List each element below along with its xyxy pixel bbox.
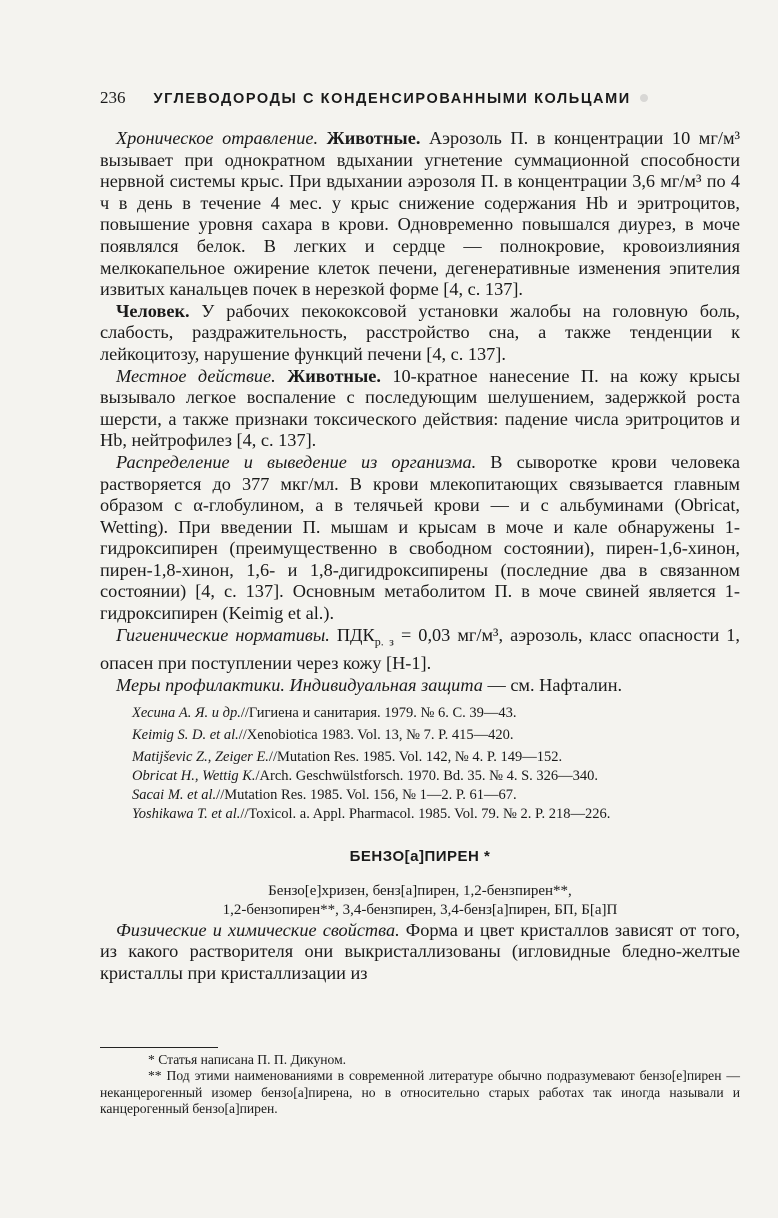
paragraph-local-action xyxy=(100,366,740,452)
text-human: У рабочих пекококсовой установки жалобы на головную боль, слабость, раздражительность, расстройство сна, а также тенденции к лейкоцитозу, нарушение функций печени [4, с. 137]. xyxy=(100,300,740,364)
page-header xyxy=(100,88,680,108)
label-distribution: Распределение и выведение из организма. xyxy=(116,451,477,472)
reference-item xyxy=(100,786,740,805)
footnotes xyxy=(100,1052,740,1118)
label-prevention: Меры профилактики. Индивидуальная защита xyxy=(116,674,483,695)
paragraph-human xyxy=(100,301,740,366)
reference-authors: Sacai M. et al. xyxy=(132,787,217,804)
reference-list xyxy=(100,704,740,824)
paragraph-hygiene xyxy=(100,625,740,675)
page-number: 236 xyxy=(100,88,126,107)
text-local-action: 10-кратное нанесение П. на кожу крысы вызывало легкое воспаление с последующим шелушением, задержкой роста шерсти, а также признаки токсического действия: падение числа эритроцитов и Hb, нейтрофилез [4, с. 137]. xyxy=(100,365,741,451)
paragraph-physical-properties xyxy=(100,920,740,985)
label-chronic-poisoning: Хроническое отравление. xyxy=(116,128,319,148)
reference-item xyxy=(100,704,740,723)
text-distribution: В сыворотке крови человека растворяется до 377 мкг/мл. В крови млекопитающих связывается главным образом с α-глобулином, а в телячьей крови — и с альбуминами (Obricat, Wetting). При введении П. мышам и крысам в моче и кале обнаружены 1-гидроксипирен (преимущественно в свободном состоянии), пирен-1,6-хинон, пирен-1,8-хинон, 1,6- и 1,8-дигидроксипирены (последние два в связанном состоянии) [4, с. 137]. Основным метаболитом П. в моче свиней является 1-гидроксипирен (Keimig et al.). xyxy=(100,451,740,624)
reference-item xyxy=(100,726,740,745)
reference-authors: Хесина А. Я. и др. xyxy=(132,705,241,722)
reference-authors: Keimig S. D. et al. xyxy=(132,727,239,744)
label-physical-properties: Физические и химические свойства. xyxy=(116,919,400,940)
section-title: БЕНЗО[а]ПИРЕН * xyxy=(349,848,491,866)
reference-source: //Xenobiotica 1983. Vol. 13, № 7. P. 415—420. xyxy=(238,727,514,744)
reference-item xyxy=(100,767,740,786)
text-prevention: — см. Нафталин. xyxy=(482,674,623,695)
pdk-subscript: р. з xyxy=(374,634,394,649)
label-local-action: Местное действие. xyxy=(116,365,276,386)
reference-source: //Mutation Res. 1985. Vol. 142, № 4. P. 149—152. xyxy=(268,749,563,766)
text-hygiene: = 0,03 мг/м³, аэрозоль, класс опасности 1, опасен при поступлении через кожу [Н-1]. xyxy=(100,624,740,673)
footnote-item: * Статья написана П. П. Дикуном. xyxy=(148,1052,347,1067)
reference-source: /Arch. Geschwülstforsch. 1970. Bd. 35. № 4. S. 326—340. xyxy=(255,768,599,785)
label-human: Человек. xyxy=(116,300,190,321)
text-physical-properties: Форма и цвет кристаллов зависят от того, из какого растворителя они выкристаллизованы (игловидные бледно-желтые кристаллы при кристаллизации из xyxy=(100,919,740,983)
paragraph-prevention xyxy=(100,675,740,697)
running-head: УГЛЕВОДОРОДЫ С КОНДЕНСИРОВАННЫМИ КОЛЬЦАМИ xyxy=(153,91,631,107)
label-animals: Животные. xyxy=(287,365,381,386)
synonyms-line: 1,2-бензопирен**, 3,4-бензпирен, 3,4-бенз[а]пирен, БП, Б[а]П xyxy=(222,901,618,918)
reference-source: //Гигиена и санитария. 1979. № 6. С. 39—43. xyxy=(240,705,517,722)
page-body xyxy=(100,128,740,984)
footnote-divider xyxy=(100,1047,218,1048)
text-chronic-poisoning: Аэрозоль П. в концентрации 10 мг/м³ вызывает при однократном вдыхании угнетение суммационной способности нервной системы крыс. При вдыхании аэрозоля П. в концентрации 3,6 мг/м³ по 4 ч в день в течение 4 мес. у крыс снижение содержания Hb и эритроцитов, повышение уровня сахара в крови. Одновременно повышался диурез, в моче появлялся белок. В легких и сердце — полнокровие, кровоизлияния мелкокапельное ожирение клеток печени, дегенеративные изменения эпителия извитых канальцев почек в нерезкой форме [4, с. 137]. xyxy=(100,128,740,300)
synonyms-line: Бензо[е]хризен, бенз[а]пирен, 1,2-бензпирен**, xyxy=(268,882,572,899)
reference-authors: Yoshikawa T. et al. xyxy=(132,806,241,823)
reference-authors: Obricat H., Wettig K. xyxy=(132,768,256,785)
text-hygiene-pdk: ПДК xyxy=(329,624,375,645)
reference-item xyxy=(100,748,740,767)
label-hygiene: Гигиенические нормативы. xyxy=(116,624,330,645)
paragraph-chronic-poisoning xyxy=(100,128,740,301)
reference-source: //Toxicol. a. Appl. Pharmacol. 1985. Vol. 79. № 2. P. 218—226. xyxy=(240,806,611,823)
synonyms xyxy=(100,882,740,920)
label-animals: Животные. xyxy=(326,128,421,148)
reference-authors: Matijševic Z., Zeiger E. xyxy=(132,749,269,766)
reference-item xyxy=(100,805,740,824)
footnote-item: ** Под этими наименованиями в современной литературе обычно подразумевают бензо[е]пирен — неканцерогенный изомер бензо[а]пирена, но в относительно старых работах так иногда называли и канцерогенный бензо[а]пирен. xyxy=(100,1068,740,1117)
reference-source: //Mutation Res. 1985. Vol. 156, № 1—2. P. 61—67. xyxy=(216,787,517,804)
paragraph-distribution xyxy=(100,452,740,625)
